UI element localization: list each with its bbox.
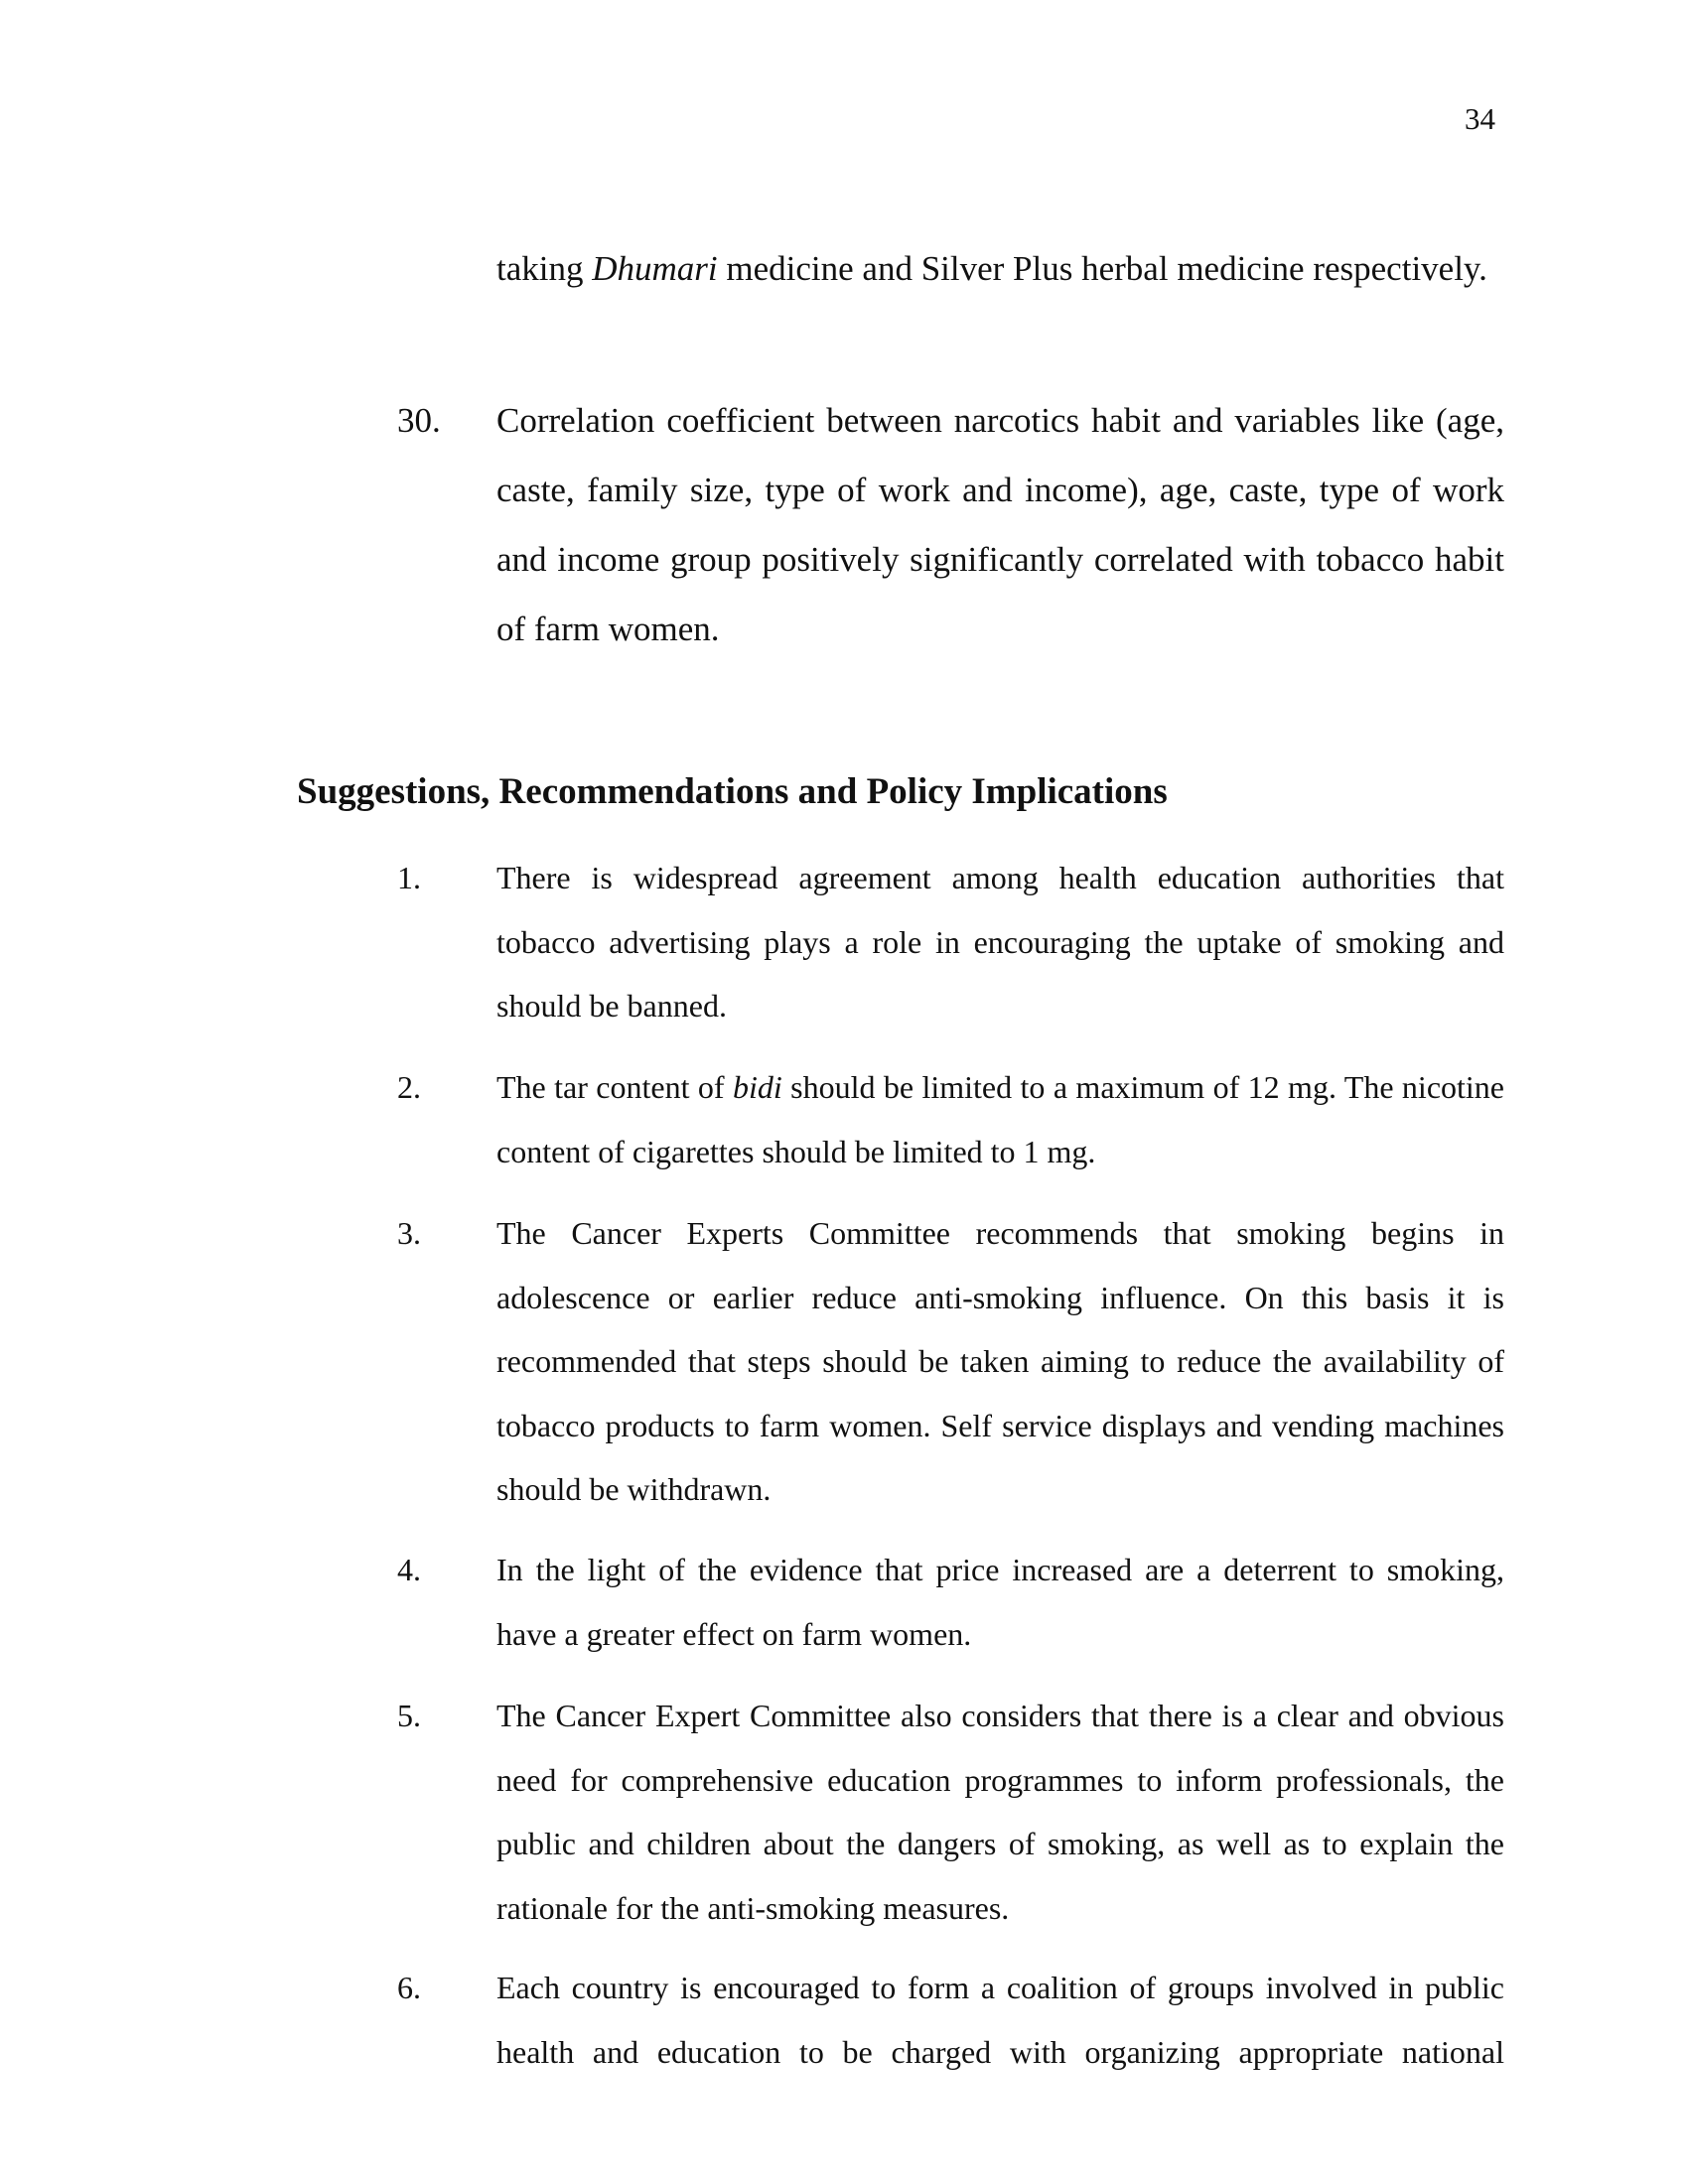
recommendation-number: 1.	[397, 860, 421, 895]
continuation-paragraph	[496, 234, 1504, 304]
continuation-italic-term: Dhumari	[592, 249, 718, 288]
recommendation-number: 6.	[397, 1970, 421, 2005]
recommendation-number: 4.	[397, 1552, 421, 1587]
recommendation-prefix: The tar content of	[496, 1069, 733, 1105]
recommendation-text: The Cancer Experts Committee recommends that smoking begins in adolescence or earlier reduce anti-smoking influence. On this basis it is recommended that steps should be taken aiming to reduce the availability of tobacco products to farm women. Self service displays and vending machines should be withdrawn.	[496, 1215, 1504, 1507]
page-number: 34	[1465, 101, 1495, 136]
continuation-suffix: medicine and Silver Plus herbal medicine respectively.	[717, 249, 1487, 288]
recommendation-text: The Cancer Expert Committee also considers that there is a clear and obvious need for comprehensive education programmes to inform professionals, the public and children about the dangers of smoking, as well as to explain the rationale for the anti-smoking measures.	[496, 1698, 1504, 1926]
recommendation-text: In the light of the evidence that price increased are a deterrent to smoking, have a greater effect on farm women.	[496, 1552, 1504, 1652]
recommendation-italic-term: bidi	[732, 1069, 782, 1105]
recommendation-number: 5.	[397, 1698, 421, 1733]
recommendation-text: There is widespread agreement among health education authorities that tobacco advertising plays a role in encouraging the uptake of smoking and should be banned.	[496, 860, 1504, 1024]
recommendation-text	[496, 1055, 1504, 1183]
continuation-prefix: taking	[496, 249, 593, 288]
recommendation-text: Each country is encouraged to form a coalition of groups involved in public health and education to be charged with organizing appropriate national	[496, 1970, 1504, 2070]
recommendation-suffix: should be limited to a maximum of 12 mg. The nicotine content of cigarettes should be limited to 1 mg.	[496, 1069, 1505, 1169]
finding-text: Correlation coefficient between narcotics habit and variables like (age, caste, family size, type of work and income), age, caste, type of work and income group positively significantly correlated with tobacco habit of farm women.	[496, 401, 1504, 648]
recommendation-number: 3.	[397, 1215, 421, 1251]
recommendation-number: 2.	[397, 1069, 421, 1105]
section-heading: Suggestions, Recommendations and Policy Implications	[297, 771, 1168, 812]
finding-number: 30.	[397, 401, 441, 440]
